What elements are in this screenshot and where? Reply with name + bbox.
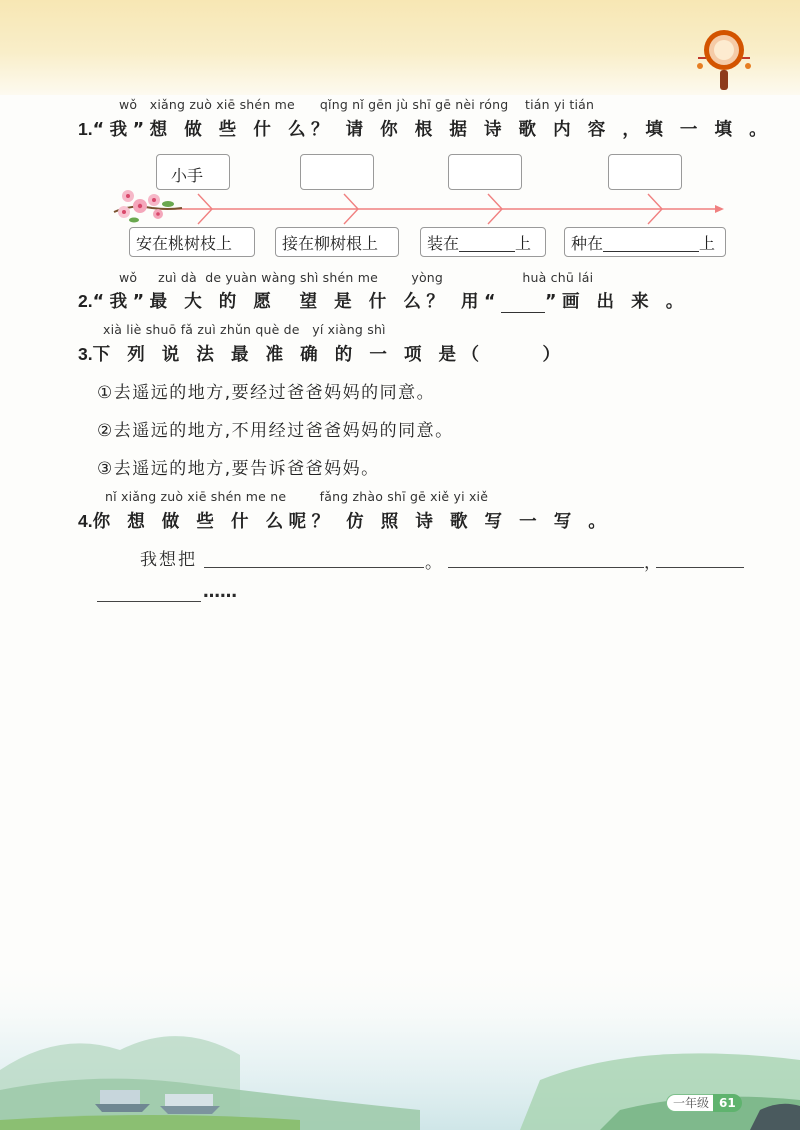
- page-footer-badge: [666, 1094, 742, 1112]
- top-box-2[interactable]: [300, 154, 374, 190]
- bottom-box-1: [129, 227, 255, 257]
- bottom-box-3-blank[interactable]: [459, 233, 515, 252]
- q3-option-3[interactable]: ③去遥远的地方,要告诉爸爸妈妈。: [97, 459, 380, 479]
- bottom-box-4: [564, 227, 726, 257]
- bottom-box-3-suffix: 上: [515, 233, 532, 253]
- q4-answer-line-1[interactable]: [204, 567, 424, 568]
- bottom-box-2: [275, 227, 399, 257]
- q4-answer-line-4[interactable]: [97, 601, 201, 602]
- bottom-box-4-blank[interactable]: [603, 233, 699, 252]
- q4-pinyin: nǐ xiǎng zuò xiē shén me ne fǎng zhào shī gē xiě yi xiě: [105, 489, 489, 504]
- q3-prompt: [78, 341, 566, 366]
- header-band: [0, 0, 800, 95]
- q2-blank[interactable]: [501, 294, 545, 313]
- q2-pinyin: wǒ zuì dà de yuàn wàng shì shén me yòng huà chū lái: [119, 270, 594, 285]
- q4-text: 你 想 做 些 什 么呢？ 仿 照 诗 歌 写 一 写 。: [92, 512, 612, 532]
- q3-pinyin: xià liè shuō fǎ zuì zhǔn què de yí xiàng shì: [103, 322, 386, 337]
- q2-number: 2.: [78, 291, 93, 311]
- q4-number: 4.: [78, 511, 93, 531]
- q1-text: “我”想 做 些 什 么？ 请 你 根 据 诗 歌 内 容 ，填 一 填 。: [92, 120, 773, 140]
- bottom-box-4-prefix: 种在: [571, 233, 604, 253]
- page-number: 61: [713, 1094, 742, 1112]
- q4-comma: ，: [644, 553, 661, 573]
- bottom-box-2-text: 接在柳树根上: [282, 233, 379, 253]
- top-box-4[interactable]: [608, 154, 682, 190]
- grade-label: 一年级: [666, 1094, 713, 1112]
- q3-number: 3.: [78, 344, 93, 364]
- bottom-box-4-suffix: 上: [699, 233, 716, 253]
- q3-text: 下 列 说 法 最 准 确 的 一 项 是（ ）: [92, 345, 566, 365]
- q1-pinyin: wǒ xiǎng zuò xiē shén me qǐng nǐ gēn jù shī gē nèi róng tián yi tián: [119, 97, 595, 112]
- q4-prompt: [78, 508, 611, 533]
- q3-option-1[interactable]: ①去遥远的地方,要经过爸爸妈妈的同意。: [97, 383, 436, 403]
- q4-answer-line-2[interactable]: [448, 567, 644, 568]
- q3-option-2[interactable]: ②去遥远的地方,不用经过爸爸妈妈的同意。: [97, 421, 454, 441]
- bottom-box-3: [420, 227, 546, 257]
- bottom-box-1-text: 安在桃树枝上: [136, 233, 233, 253]
- top-box-1: 小手: [156, 154, 230, 190]
- q4-lead: 我想把: [140, 550, 197, 570]
- q2-text-before: “我”最 大 的 愿 望 是 什 么？ 用“: [92, 292, 501, 312]
- q4-ellipsis: ……: [203, 582, 237, 602]
- q1-prompt: [78, 116, 772, 141]
- drum-icon: [692, 28, 756, 90]
- bottom-box-3-prefix: 装在: [427, 233, 460, 253]
- q2-prompt: [78, 288, 689, 313]
- q4-answer-line-3[interactable]: [656, 567, 744, 568]
- q1-number: 1.: [78, 119, 93, 139]
- q4-period: 。: [425, 553, 442, 573]
- q2-text-after: ”画 出 来 。: [544, 292, 689, 312]
- top-box-3[interactable]: [448, 154, 522, 190]
